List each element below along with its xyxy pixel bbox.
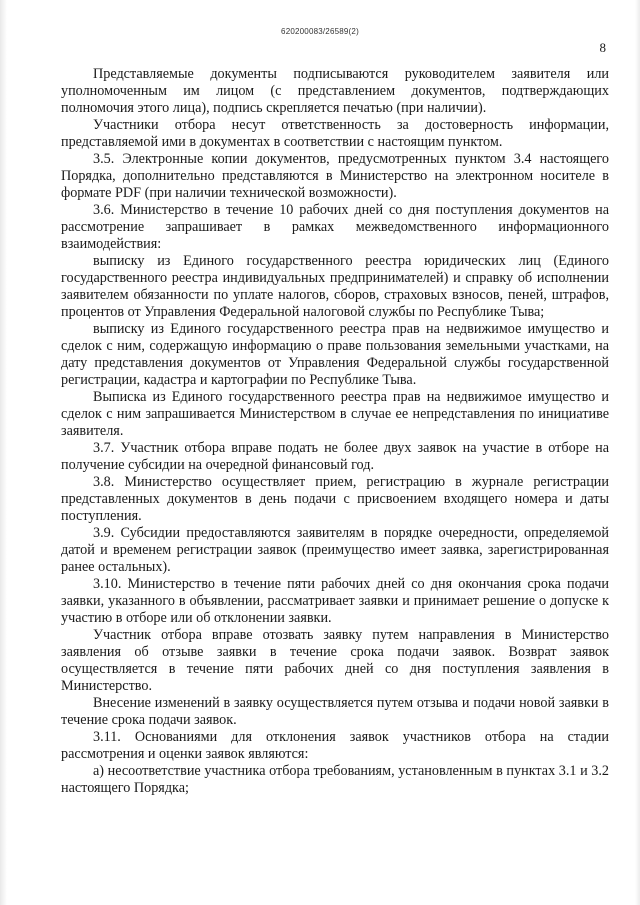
paragraph: 3.9. Субсидии предоставляются заявителям в порядке очередности, определяемой датой и временем регистрации заявок (преимущество имеет заявка, зарегистрированная ранее остальных). bbox=[61, 525, 609, 575]
paragraph: Внесение изменений в заявку осуществляется путем отзыва и подачи новой заявки в течение срока подачи заявок. bbox=[61, 695, 609, 728]
paragraph: выписку из Единого государственного реестра прав на недвижимое имущество и сделок с ним, содержащую информацию о праве пользования земельными участками, на дату представления документов от Управления Федеральной службы государственной регистрации, кадастра и картографии по Республике Тыва. bbox=[61, 321, 609, 388]
paragraph: 3.11. Основаниями для отклонения заявок участников отбора на стадии рассмотрения и оценки заявок являются: bbox=[61, 729, 609, 762]
paragraph: Участники отбора несут ответственность за достоверность информации, представляемой ими в документах в соответствии с настоящим пунктом. bbox=[61, 117, 609, 150]
paragraph: 3.10. Министерство в течение пяти рабочих дней со дня окончания срока подачи заявки, указанного в объявлении, рассматривает заявки и принимает решение о допуске к участию в отборе или об отклонении заявки. bbox=[61, 576, 609, 626]
paragraph: выписку из Единого государственного реестра юридических лиц (Единого государственного реестра индивидуальных предпринимателей) и справку об исполнении заявителем обязанности по уплате налогов, сборов, страховых взносов, пеней, штрафов, процентов от Управления Федеральной налоговой службы по Республике Тыва; bbox=[61, 253, 609, 320]
paragraph: 3.8. Министерство осуществляет прием, регистрацию в журнале регистрации представленных документов в день подачи с присвоением входящего номера и даты поступления. bbox=[61, 474, 609, 524]
paragraph: 3.7. Участник отбора вправе подать не более двух заявок на участие в отборе на получение субсидии на очередной финансовый год. bbox=[61, 440, 609, 473]
paragraph: Выписка из Единого государственного реестра прав на недвижимое имущество и сделок с ним запрашивается Министерством в случае ее непредставления по инициативе заявителя. bbox=[61, 389, 609, 439]
paragraph: 3.6. Министерство в течение 10 рабочих дней со дня поступления документов на рассмотрение запрашивает в рамках межведомственного информационного взаимодействия: bbox=[61, 202, 609, 252]
paragraph: а) несоответствие участника отбора требованиям, установленным в пунктах 3.1 и 3.2 настоящего Порядка; bbox=[61, 763, 609, 796]
page-number: 8 bbox=[599, 40, 606, 55]
scan-right-edge bbox=[635, 0, 640, 905]
paragraph: Участник отбора вправе отозвать заявку путем направления в Министерство заявления об отзыве заявки в течение срока подачи заявок. Возврат заявок осуществляется в течение пяти рабочих дней со дня поступления заявления в Министерство. bbox=[61, 627, 609, 694]
document-id: 620200083/26589(2) bbox=[281, 27, 359, 36]
document-body bbox=[61, 66, 609, 797]
scan-left-edge bbox=[0, 0, 7, 905]
paragraph: Представляемые документы подписываются руководителем заявителя или уполномоченным им лицом (с представлением документов, подтверждающих полномочия этого лица), подпись скрепляется печатью (при наличии). bbox=[61, 66, 609, 116]
paragraph: 3.5. Электронные копии документов, предусмотренных пунктом 3.4 настоящего Порядка, дополнительно представляются в Министерство на электронном носителе в формате PDF (при наличии технической возможности). bbox=[61, 151, 609, 201]
